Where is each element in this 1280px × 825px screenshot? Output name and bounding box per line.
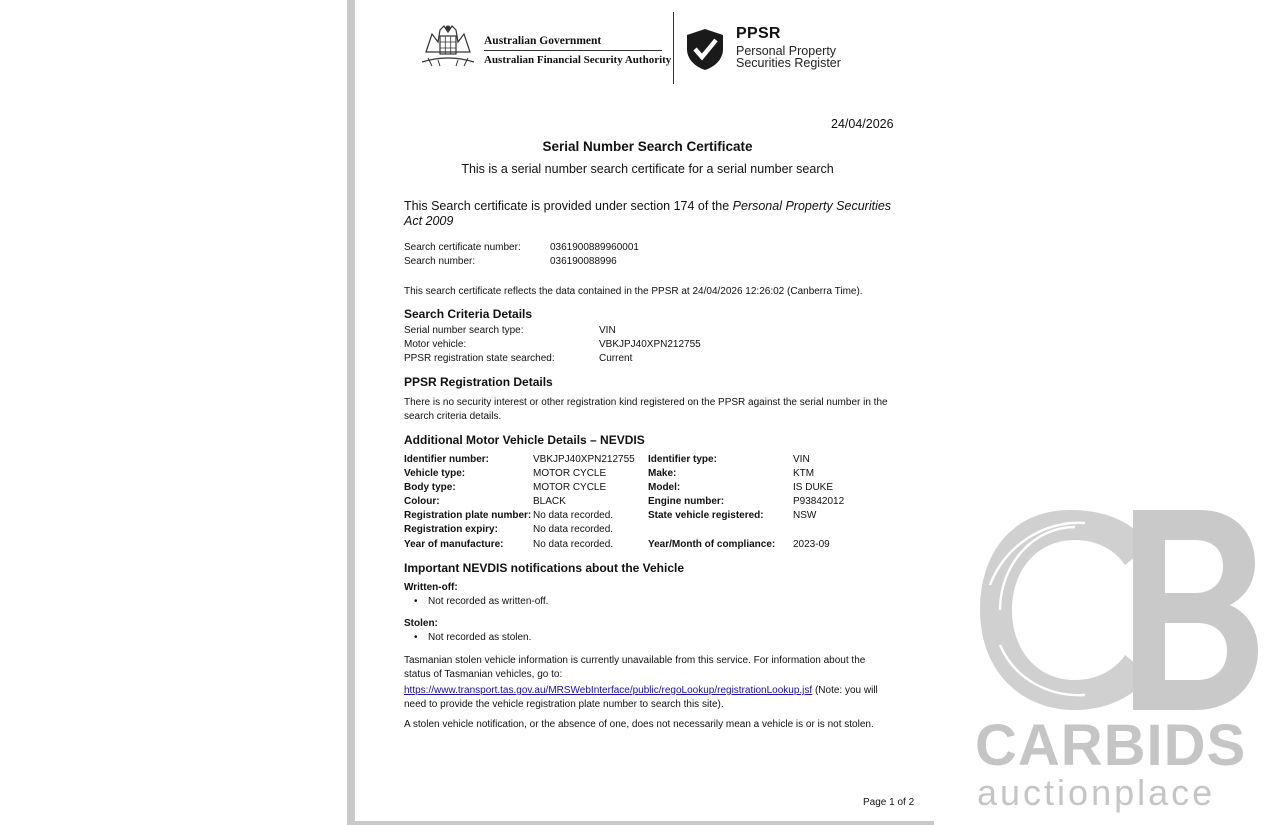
stolen-item: • Not recorded as stolen.	[416, 632, 531, 643]
authority-name: Australian Financial Security Authority	[484, 54, 672, 66]
nevdis-label: State vehicle registered:	[648, 510, 764, 521]
nevdis-label: Make:	[648, 468, 677, 479]
nevdis-label: Identifier type:	[648, 454, 717, 465]
registration-text: There is no security interest or other registration kind registered on the PPSR against the serial number in the search criteria details.	[404, 397, 888, 422]
notifications-heading: Important NEVDIS notifications about the Vehicle	[404, 561, 685, 575]
tasmania-text: Tasmanian stolen vehicle information is currently unavailable from this service. For information about the status of Tasmanian vehicles, go to:	[404, 655, 866, 680]
certificate-date: 24/04/2026	[831, 117, 894, 131]
nevdis-label: Year of manufacture:	[404, 539, 504, 550]
written-off-label: Written-off:	[404, 582, 458, 593]
intro-paragraph: This Search certificate is provided under section 174 of the Personal Property Securities Act 2009	[404, 199, 892, 228]
search-cert-number-label: Search certificate number:	[404, 242, 521, 253]
criteria-label: Motor vehicle:	[404, 339, 467, 350]
reflects-statement: This search certificate reflects the data contained in the PPSR at 24/04/2026 12:26:02 (Canberra Time).	[404, 286, 863, 297]
nevdis-label: Year/Month of compliance:	[648, 539, 776, 550]
nevdis-label: Colour:	[404, 496, 440, 507]
nevdis-value: MOTOR CYCLE	[533, 482, 607, 493]
stolen-disclaimer: A stolen vehicle notification, or the absence of one, does not necessarily mean a vehicle is or is not stolen.	[404, 719, 874, 730]
government-name: Australian Government	[484, 35, 602, 47]
criteria-value: VBKJPJ40XPN212755	[599, 339, 701, 350]
criteria-label: PPSR registration state searched:	[404, 353, 555, 364]
tasmania-link-paragraph: https://www.transport.tas.gov.au/MRSWebInterface/public/regoLookup/registrationLookup.jsf (Note: you will need to provide the vehicle registration plate number to search this site).	[404, 685, 878, 710]
nevdis-label: Registration plate number:	[404, 510, 532, 521]
search-number-value: 036190088996	[550, 256, 617, 267]
watermark-brand: CARBIDS	[975, 713, 1247, 778]
criteria-value: Current	[599, 353, 633, 364]
nevdis-label: Model:	[648, 482, 681, 493]
nevdis-heading: Additional Motor Vehicle Details – NEVDIS	[404, 433, 645, 447]
watermark-tagline: auctionplace	[977, 772, 1216, 813]
nevdis-value: No data recorded.	[533, 539, 614, 550]
nevdis-label: Body type:	[404, 482, 456, 493]
nevdis-value: NSW	[793, 510, 817, 521]
nevdis-label: Registration expiry:	[404, 524, 498, 535]
ppsr-shield-check-icon	[683, 27, 727, 71]
nevdis-value: No data recorded.	[533, 524, 614, 535]
header-rule	[484, 50, 662, 51]
nevdis-value: No data recorded.	[533, 510, 614, 521]
search-cert-number-value: 0361900889960001	[550, 242, 639, 253]
nevdis-value: VIN	[793, 454, 810, 465]
tasmania-lookup-link[interactable]: https://www.transport.tas.gov.au/MRSWebInterface/public/regoLookup/registrationLookup.jsf	[404, 685, 813, 696]
coat-of-arms-icon	[418, 22, 478, 68]
ppsr-title: PPSR	[736, 25, 781, 42]
criteria-heading: Search Criteria Details	[404, 307, 533, 321]
nevdis-value: P93842012	[793, 496, 845, 507]
header-divider	[673, 12, 674, 84]
criteria-value: VIN	[599, 325, 616, 336]
nevdis-label: Vehicle type:	[404, 468, 466, 479]
certificate-title: Serial Number Search Certificate	[542, 139, 753, 154]
registration-heading: PPSR Registration Details	[404, 375, 553, 389]
nevdis-value: VBKJPJ40XPN212755	[533, 454, 635, 465]
written-off-item: • Not recorded as written-off.	[416, 596, 548, 607]
nevdis-label: Identifier number:	[404, 454, 490, 465]
ppsr-subtitle-line1: Personal Property	[736, 44, 837, 58]
viewer-bottom-border	[347, 821, 934, 825]
carbids-logo-icon	[975, 505, 1260, 715]
nevdis-value: 2023-09	[793, 539, 830, 550]
nevdis-value: MOTOR CYCLE	[533, 468, 607, 479]
certificate-subtitle: This is a serial number search certificate for a serial number search	[461, 162, 834, 176]
nevdis-value: KTM	[793, 468, 815, 479]
search-number-label: Search number:	[404, 256, 476, 267]
nevdis-value: IS DUKE	[793, 482, 834, 493]
viewer-left-border	[347, 0, 355, 825]
ppsr-subtitle-line2: Securities Register	[736, 56, 841, 70]
act-name: Personal Property Securities Act 2009	[404, 199, 892, 228]
nevdis-label: Engine number:	[648, 496, 725, 507]
stolen-label: Stolen:	[404, 618, 438, 629]
criteria-label: Serial number search type:	[404, 325, 524, 336]
page-number: Page 1 of 2	[863, 797, 915, 808]
nevdis-value: BLACK	[533, 496, 566, 507]
